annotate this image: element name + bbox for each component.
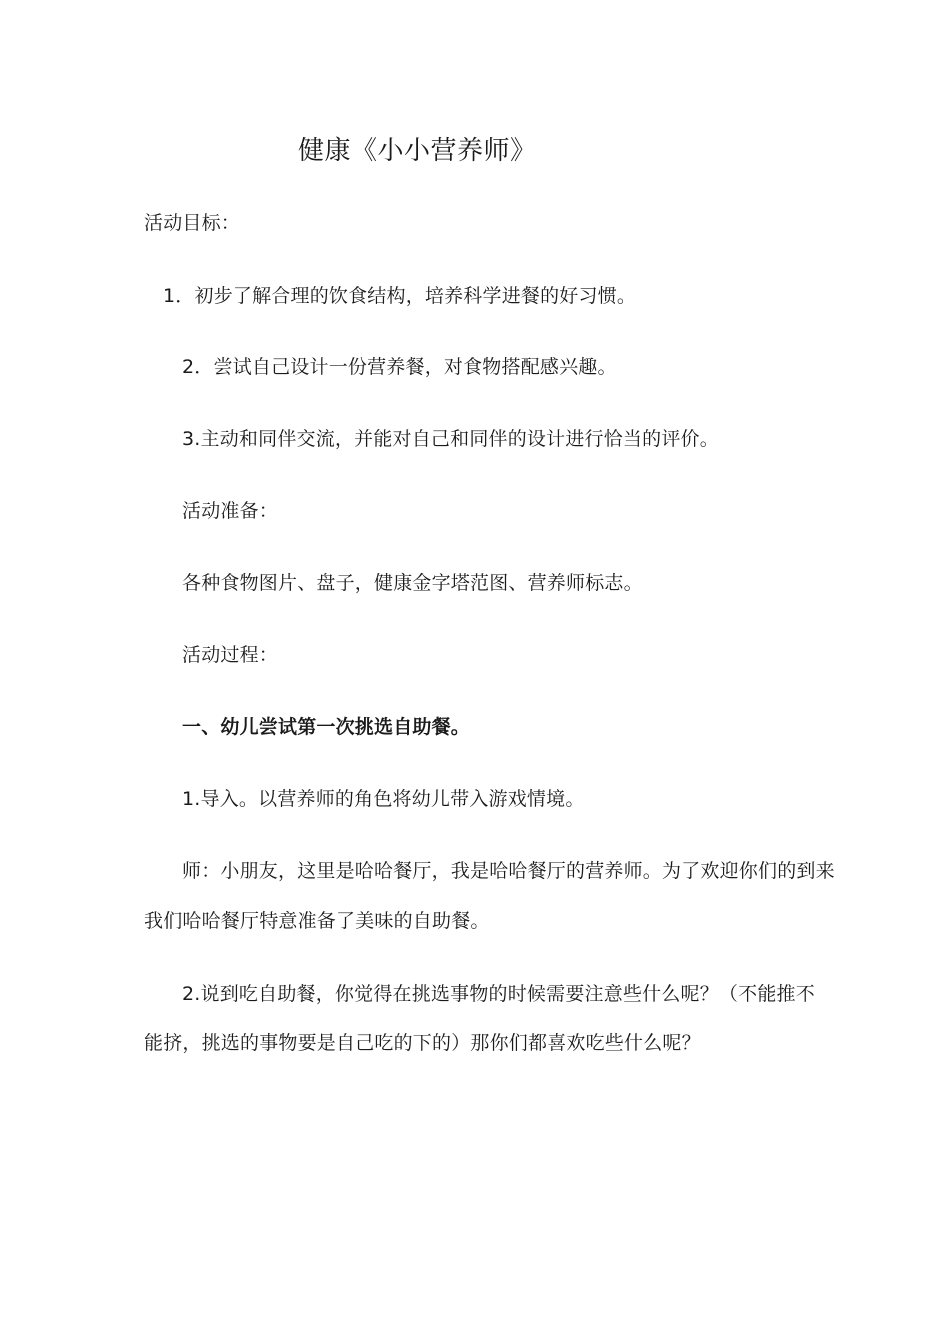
step-2-line-2: 能挤，挑选的事物要是自己吃的下的）那你们都喜欢吃些什么呢？ [144, 1032, 701, 1054]
goal-item-1: 1．初步了解合理的饮食结构，培养科学进餐的好习惯。 [163, 285, 637, 307]
step-2-line-1: 2.说到吃自助餐，你觉得在挑选事物的时候需要注意些什么呢？（不能推不 [182, 983, 815, 1005]
teacher-dialogue-line-1: 师：小朋友，这里是哈哈餐厅，我是哈哈餐厅的营养师。为了欢迎你们的到来 [182, 860, 835, 882]
section-heading: 一、幼儿尝试第一次挑选自助餐。 [182, 716, 471, 738]
process-heading: 活动过程： [182, 644, 279, 666]
goal-item-3: 3.主动和同伴交流，并能对自己和同伴的设计进行恰当的评价。 [182, 428, 719, 450]
goal-item-2: 2．尝试自己设计一份营养餐，对食物搭配感兴趣。 [182, 356, 617, 378]
teacher-dialogue-line-2: 我们哈哈餐厅特意准备了美味的自助餐。 [144, 910, 490, 932]
step-1-text: 1.导入。以营养师的角色将幼儿带入游戏情境。 [182, 788, 585, 810]
goals-heading: 活动目标： [144, 212, 241, 234]
prep-text: 各种食物图片、盘子，健康金字塔范图、营养师标志。 [182, 572, 643, 594]
document-title: 健康《小小营养师》 [298, 136, 537, 166]
prep-heading: 活动准备： [182, 500, 279, 522]
